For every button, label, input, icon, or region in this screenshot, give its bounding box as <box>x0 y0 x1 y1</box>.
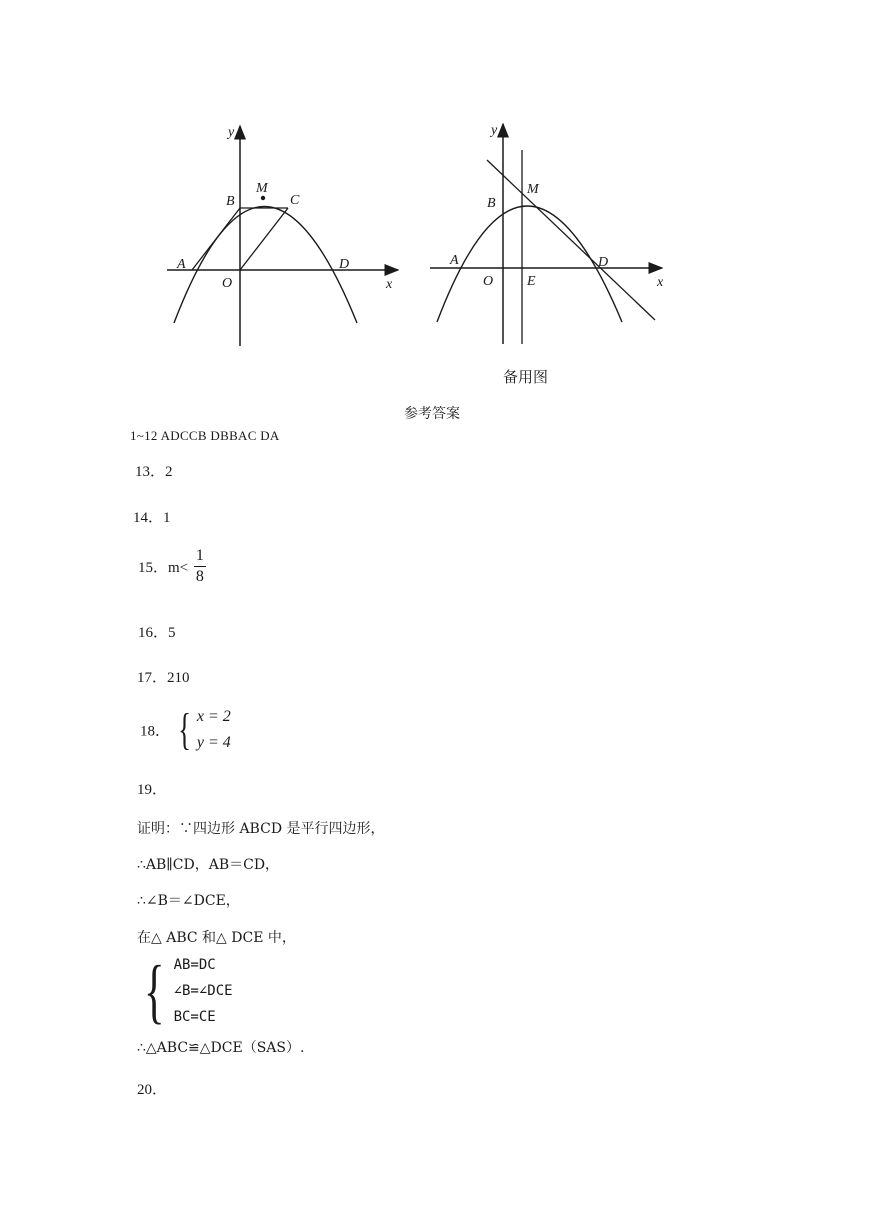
proof-line-1: 证明：∵四边形 ABCD 是平行四边形， <box>137 821 385 837</box>
segment-ab <box>192 208 240 270</box>
segment-oc <box>240 208 288 270</box>
proof-condition-1: AB=DC <box>173 957 216 973</box>
label-c: C <box>290 193 300 208</box>
label-a: A <box>177 257 186 272</box>
answer-15 <box>138 548 206 585</box>
parabola-figure-2 <box>425 118 675 353</box>
label-x: x <box>386 277 393 292</box>
answer-18 <box>140 704 231 756</box>
answer-17: 17．210 <box>137 670 190 686</box>
equation-system <box>174 704 231 756</box>
fraction-denominator: 8 <box>195 568 204 585</box>
proof-line-4: 在△ ABC 和△ DCE 中， <box>137 930 296 946</box>
label-m: M <box>256 181 268 196</box>
label-o: O <box>222 276 233 291</box>
answer-14: 14．1 <box>133 510 171 526</box>
line-md <box>487 160 655 320</box>
proof-condition-3: BC=CE <box>173 1009 216 1025</box>
label-e: E <box>527 274 536 289</box>
label-b: B <box>487 196 496 211</box>
point-m <box>261 196 265 200</box>
fraction-numerator: 1 <box>194 548 206 567</box>
parabola-curve <box>174 207 357 324</box>
answer-16: 16．5 <box>138 625 176 641</box>
answers-title: 参考答案 <box>404 406 460 422</box>
label-y: y <box>228 125 235 140</box>
equation-line-2: y = 4 <box>196 734 231 751</box>
answer-18-prefix: 18． <box>140 723 171 740</box>
proof-condition-2: ∠B=∠DCE <box>173 983 233 999</box>
label-x: x <box>657 275 664 290</box>
answer-19: 19． <box>137 782 168 798</box>
label-d: D <box>598 255 609 270</box>
answer-20: 20． <box>137 1082 168 1098</box>
equation-line-1: x = 2 <box>196 708 231 725</box>
label-a: A <box>450 253 459 268</box>
proof-system <box>137 952 233 1030</box>
answer-15-fraction <box>194 548 206 585</box>
label-b: B <box>226 194 235 209</box>
answer-15-prefix: 15．m< <box>138 560 189 576</box>
proof-line-3: ∴∠B＝∠DCE， <box>137 893 240 909</box>
proof-conclusion: ∴△ABC≌△DCE（SAS）. <box>137 1040 305 1056</box>
label-y: y <box>491 123 498 138</box>
label-m: M <box>527 182 539 197</box>
proof-line-2: ∴AB∥CD，AB＝CD， <box>137 857 280 873</box>
label-o: O <box>483 274 494 289</box>
left-brace: { <box>177 705 191 754</box>
left-brace: { <box>143 951 165 1031</box>
answer-13: 13．2 <box>135 464 173 480</box>
parabola-curve <box>437 206 622 322</box>
choice-answers: 1~12 ADCCB DBBAC DA <box>130 428 280 443</box>
parabola-figure-1 <box>160 118 410 353</box>
label-d: D <box>339 257 350 272</box>
figure-caption: 备用图 <box>503 368 549 386</box>
